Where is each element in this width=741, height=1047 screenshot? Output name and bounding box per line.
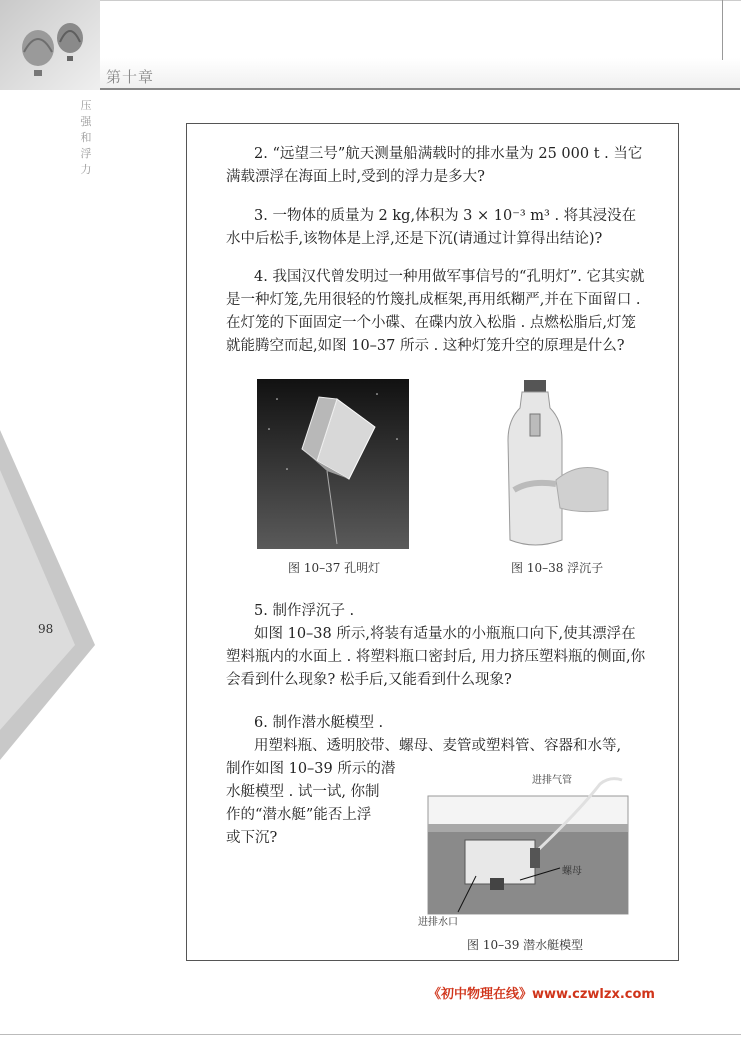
fig-39-label-air-pipe: 进排气管 [532,775,572,786]
header-rule-vertical [722,0,723,60]
submarine-model-image [410,770,635,930]
question-6-line-3: 水艇模型 . 试一试, 你制 [226,784,380,800]
question-3: 3. 一物体的质量为 2 kg,体积为 3 × 10⁻³ m³ . 将其浸没在水中后松手,该物体是上浮,还是下沉(请通过计算得出结论)? [226,208,637,247]
page-decoration [0,430,100,760]
chapter-side-title: 压强和浮力 [80,99,92,176]
header-bar [100,58,740,90]
balloon-photo [0,0,100,90]
question-6-title: 6. 制作潜水艇模型 . [254,715,384,731]
cartesian-diver-image [500,380,610,550]
question-6-line-1: 用塑料瓶、透明胶带、螺母、麦管或塑料管、容器和水等, [254,738,622,754]
chapter-label: 第十章 [106,68,155,86]
top-rule [0,0,741,1]
hot-air-balloon-icon [0,0,100,90]
fig-38-caption: 图 10–38 浮沉子 [511,561,604,575]
question-5-body: 如图 10–38 所示,将装有适量水的小瓶瓶口向下,使其漂浮在塑料瓶内的水面上 . 将塑料瓶口密封后, 用力挤压塑料瓶的侧面,你会看到什么现象? 松手后,又能看到什么现象? [226,626,646,688]
website-watermark: 《初中物理在线》www.czwlzx.com [428,987,655,1002]
question-2: 2. “远望三号”航天测量船满载时的排水量为 25 000 t . 当它满载漂浮在海面上时,受到的浮力是多大? [226,146,643,185]
fig-39-label-water-port: 进排水口 [418,917,458,928]
fig-37-caption: 图 10–37 孔明灯 [288,561,381,575]
question-6-line-4: 作的“潜水艇”能否上浮 [226,807,372,823]
question-4: 4. 我国汉代曾发明过一种用做军事信号的“孔明灯”. 它其实就是一种灯笼,先用很轻的竹篾扎成框架,再用纸糊严,并在下面留口 . 在灯笼的下面固定一个小碟、在碟内放入松脂 . 点燃松脂后,灯笼就能腾空而起,如图 10–37 所示 . 这种灯笼升空的原理是什么? [226,269,645,354]
sky-lantern-image [257,379,409,549]
question-6-line-2: 制作如图 10–39 所示的潜 [226,761,396,777]
question-6-line-5: 或下沉? [226,830,278,846]
bottom-rule [0,1034,741,1035]
page-number: 98 [38,622,54,636]
fig-39-caption: 图 10–39 潜水艇模型 [467,938,584,952]
fig-39-label-nut: 螺母 [562,866,582,877]
question-5-title: 5. 制作浮沉子 . [254,603,355,619]
